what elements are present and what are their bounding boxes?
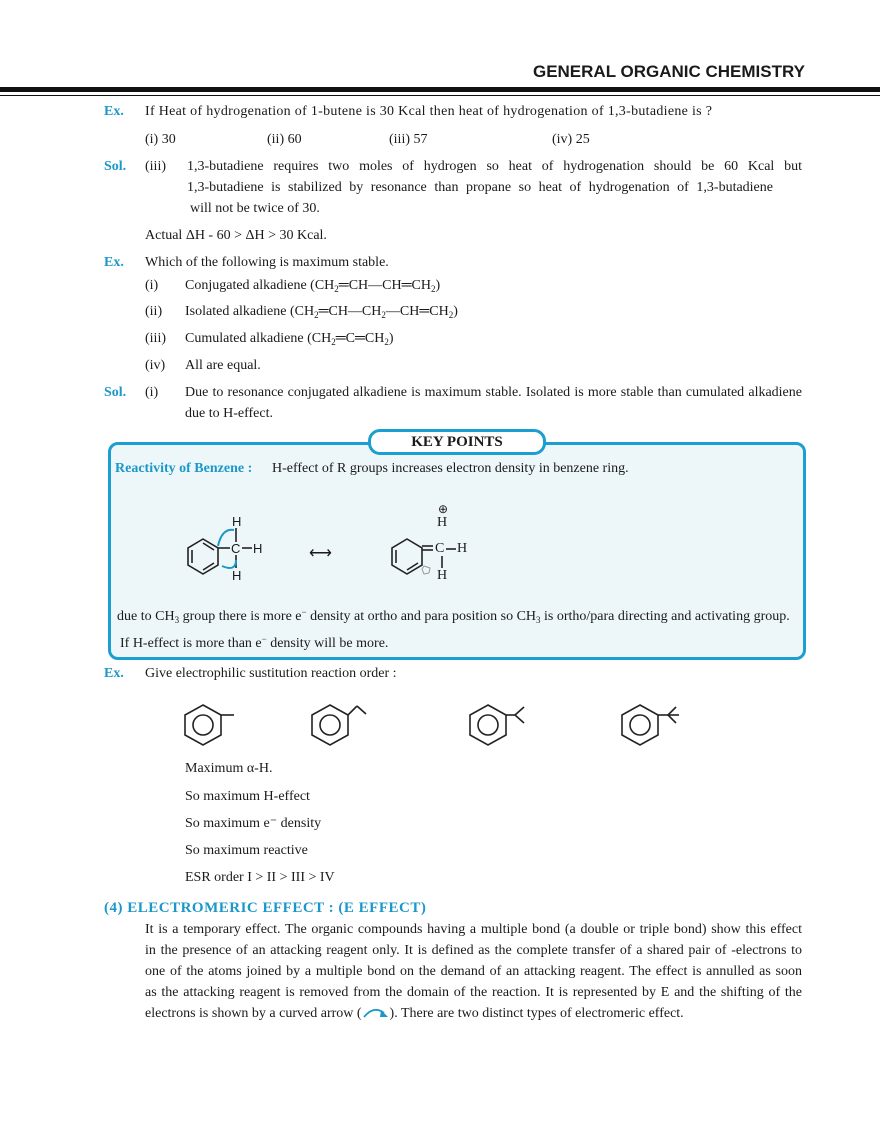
paragraph-line: one of the atoms joined by a multiple bond on the demand of an attacking reagent. The effect is annulled as soon (145, 964, 802, 979)
key-point-line: If H-effect is more than e− density will be more. (120, 634, 389, 651)
option-1: (i) 30 (145, 132, 176, 147)
note-line: Maximum α-H. (185, 761, 273, 776)
toluene-structure (185, 705, 234, 745)
option-2: (ii) 60 (267, 132, 302, 147)
option-num: (iii) (145, 331, 166, 346)
page-header-title: GENERAL ORGANIC CHEMISTRY (532, 62, 805, 81)
option-text: All are equal. (185, 358, 261, 373)
option-text: Isolated alkadiene $(CH_2═CH—CH_2—CH═CH_2)$ (185, 304, 458, 320)
question-text: Give electrophilic sustitution reaction order : (145, 666, 397, 681)
atom-c: C (231, 541, 241, 556)
atom-h: H (232, 568, 242, 583)
paragraph-line: electrons is shown by a curved arrow ( ). There are two distinct types of electromeric effect. (145, 1006, 684, 1021)
reactivity-text: H-effect of R groups increases electron density in benzene ring. (272, 461, 629, 476)
atom-h: H (457, 541, 468, 556)
tert-butylbenzene-structure (622, 705, 679, 745)
reactivity-label: Reactivity of Benzene : (115, 461, 253, 476)
sol-choice: (i) (145, 385, 159, 400)
atom-h: H (232, 514, 242, 529)
key-points-title: KEY POINTS (368, 429, 546, 455)
option-text: Cumulated alkadiene $(CH_2═C═CH_2)$ (185, 331, 394, 347)
sol-label: Sol. (104, 159, 127, 174)
resonance-arrow: ⟷ (309, 545, 332, 562)
ex-label: Ex. (104, 666, 124, 681)
paragraph-line: It is a temporary effect. The organic compounds having a multiple bond (a double or triple bond) show this effect (145, 922, 802, 937)
curved-arrow-icon (362, 1005, 390, 1017)
sol-line: due to H-effect. (185, 406, 273, 421)
atom-h: H (253, 541, 263, 556)
sol-line: 1,3-butadiene requires two moles of hydrogen so heat of hydrogenation should be 60 Kcal but (187, 159, 802, 174)
option-text: Conjugated alkadiene $(CH_2═CH—CH═CH_2)$ (185, 278, 441, 294)
atom-c: C (435, 541, 445, 556)
note-line: So maximum e⁻ density (185, 816, 322, 831)
question-text: If Heat of hydrogenation of 1-butene is 30 Kcal then heat of hydrogenation of 1,3-butadiene is ? (145, 104, 713, 119)
atom-h: H (437, 568, 448, 583)
actual-delta-h: Actual ΔH - 60 > ΔH > 30 Kcal. (145, 228, 327, 243)
sol-line: 1,3-butadiene is stabilized by resonance than propane so heat of hydrogenation of 1,3-butadiene (187, 180, 773, 195)
positive-charge: ⊕ (438, 502, 449, 516)
option-num: (ii) (145, 304, 163, 319)
ex-label: Ex. (104, 104, 124, 119)
option-4: (iv) 25 (552, 132, 590, 147)
atom-h: H (437, 515, 448, 530)
ethylbenzene-structure (312, 705, 366, 745)
paragraph-line: as the attacking reagent is removed from the domain of the reaction. It is represented by E and the shifting of the (145, 985, 802, 1000)
key-point-line: due to $CH_3$ group there is more e− density at ortho and para position so $CH_3$ is ortho/para directing and activating group. (117, 607, 790, 625)
paragraph-line: in the presence of an attacking reagent only. It is defined as the complete transfer of a shared pair of -electrons to (145, 943, 802, 958)
option-num: (i) (145, 278, 159, 293)
sol-choice: (iii) (145, 159, 166, 174)
sol-line: will not be twice of 30. (190, 201, 320, 216)
note-line: So maximum H-effect (185, 789, 310, 804)
note-line: So maximum reactive (185, 843, 308, 858)
sol-label: Sol. (104, 385, 127, 400)
option-num: (iv) (145, 358, 166, 373)
question-text: Which of the following is maximum stable. (145, 255, 389, 270)
note-line: ESR order I > II > III > IV (185, 870, 335, 885)
ex-label: Ex. (104, 255, 124, 270)
section-heading: (4) ELECTROMERIC EFFECT : (E EFFECT) (104, 900, 427, 916)
sol-line: Due to resonance conjugated alkadiene is maximum stable. Isolated is more stable than cumulated alkadiene (185, 385, 802, 400)
option-3: (iii) 57 (389, 132, 428, 147)
isopropylbenzene-structure (470, 705, 524, 745)
